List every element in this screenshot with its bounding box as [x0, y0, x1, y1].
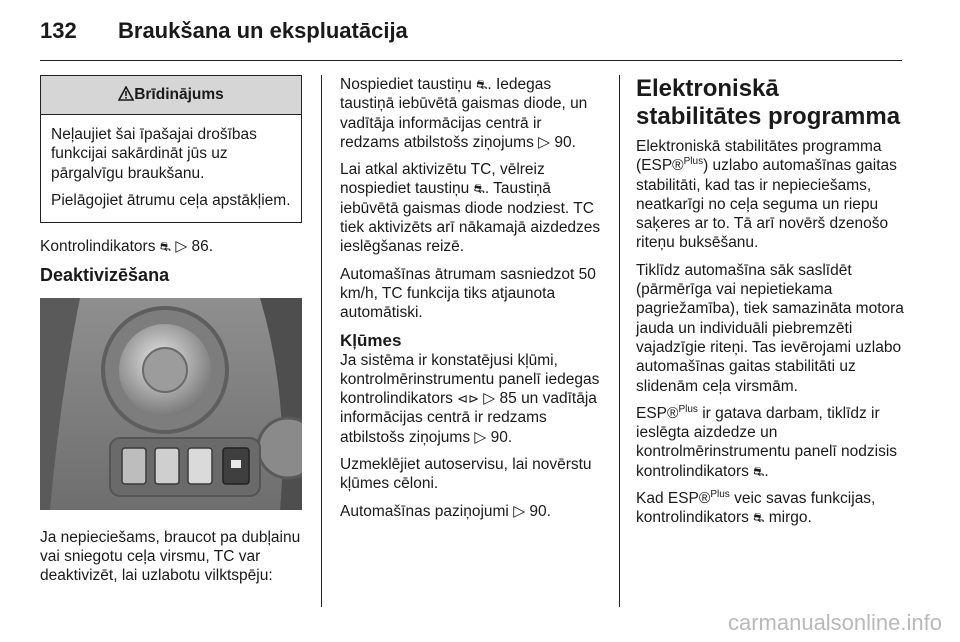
esp-skid-paragraph: Tiklīdz automašīna sāk saslīdēt (pārmērīga vai nepietiekama pagriežamība), tiek samazināta motora jauda un individuāli piebremzēti vajadzīgie riteņi. Tas ievērojami uzlabo automašīnas gaitas stabilitāti uz slidenām ceļa virsmām.: [636, 261, 904, 395]
indicator-reference: Kontrolindikators ⛐ ▷ 86.: [40, 238, 214, 256]
warning-body: [41, 115, 301, 222]
faults-paragraph: Ja sistēma ir konstatējusi kļūmi, kontrolmērinstrumentu panelī iedegas kontrolindikators ⊲⊳ ▷ 85 un vadītāja informācijas centrā ir redzams atbilstošs ziņojums ▷ 90.: [340, 351, 600, 446]
skid-car-icon: ⛐: [753, 463, 765, 479]
warning-title: Brīdinājums: [134, 86, 224, 103]
section-heading-faults: Kļūmes: [340, 330, 402, 350]
page-number: 132: [40, 18, 77, 43]
page-ref-arrow-icon: ▷: [538, 133, 551, 151]
column-2: [340, 75, 602, 529]
tc-reactivate-paragraph: Lai atkal aktivizētu TC, vēlreiz nospiediet taustiņu ⛐. Taustiņā iebūvētā gaismas diode nodziest. TC tiek aktivizēts arī nākamajā aizdedzes ieslēgšanas reizē.: [340, 161, 601, 256]
traction-fault-icon: ⊲⊳: [457, 391, 479, 407]
vehicle-messages-paragraph: Automašīnas paziņojumi ▷ 90.: [340, 502, 551, 520]
page-ref-arrow-icon: ▷: [175, 238, 188, 256]
section-heading-deactivation: Deaktivizēšana: [40, 265, 170, 286]
tc-off-button-icon: ⛐: [473, 181, 485, 197]
column-1: [40, 75, 302, 594]
skid-car-icon: ⛐: [753, 510, 765, 526]
skid-car-icon: ⛐: [159, 239, 171, 255]
column-divider: [321, 75, 322, 607]
watermark: carmanualsonline.info: [727, 610, 942, 635]
warning-header: [41, 76, 301, 115]
section-heading-esp: Elektroniskā stabilitātes programma: [636, 75, 901, 130]
warning-box: [40, 75, 302, 223]
dashboard-switch-photo: [40, 298, 302, 510]
page-ref-arrow-icon: ▷: [474, 428, 487, 446]
page-header: [40, 18, 408, 44]
tc-off-button-icon: ⛐: [476, 77, 488, 92]
tc-off-paragraph: Nospiediet taustiņu ⛐. Iedegas taustiņā iebūvētā gaismas diode, un vadītāja informācijas centrā ir redzams atbilstošs ziņojums ▷ 90.: [340, 76, 588, 151]
page-title: Braukšana un ekspluatācija: [118, 18, 408, 43]
warning-text-1: Neļaujiet šai īpašajai drošības funkcijai sakārdināt jūs uz pārgalvīgu braukšanu.: [51, 126, 257, 182]
warning-triangle-icon: [118, 86, 134, 101]
page-ref-arrow-icon: ▷: [483, 390, 496, 408]
header-rule: [40, 60, 902, 61]
esp-ready-paragraph: ESP®$^{Plus}$ ir gatava darbam, tiklīdz ir ieslēgta aizdedze un kontrolmērinstrumentu panelī nodzisis kontrolindikators ⛐.: [636, 403, 898, 480]
deactivation-text: Ja nepieciešams, braucot pa dubļainu vai sniegotu ceļa virsmu, TC var deaktivizēt, lai uzlabotu vilktspēju:: [40, 528, 301, 585]
warning-text-2: Pielāgojiet ātrumu ceļa apstākļiem.: [51, 191, 291, 209]
tc-auto-restore-paragraph: Automašīnas ātrumam sasniedzot 50 km/h, TC funkcija tiks atjaunota automātiski.: [340, 265, 596, 322]
column-3: [636, 75, 906, 536]
esp-active-paragraph: Kad ESP®$^{Plus}$ veic savas funkcijas, kontrolindikators ⛐ mirgo.: [636, 488, 876, 527]
esp-intro-paragraph: Elektroniskā stabilitātes programma (ESP®$^{Plus}$) uzlabo automašīnas gaitas stabilitāti, kad tas ir nepieciešams, neatkarīgi no ceļa seguma un riepu saķeres ar to. Tā arī novērš dzenošo riteņu buksēšanu.: [636, 138, 897, 252]
page-ref-arrow-icon: ▷: [513, 502, 526, 520]
workshop-paragraph: Uzmeklējiet autoservisu, lai novērstu kļūmes cēloni.: [340, 456, 592, 493]
column-divider: [619, 75, 620, 607]
